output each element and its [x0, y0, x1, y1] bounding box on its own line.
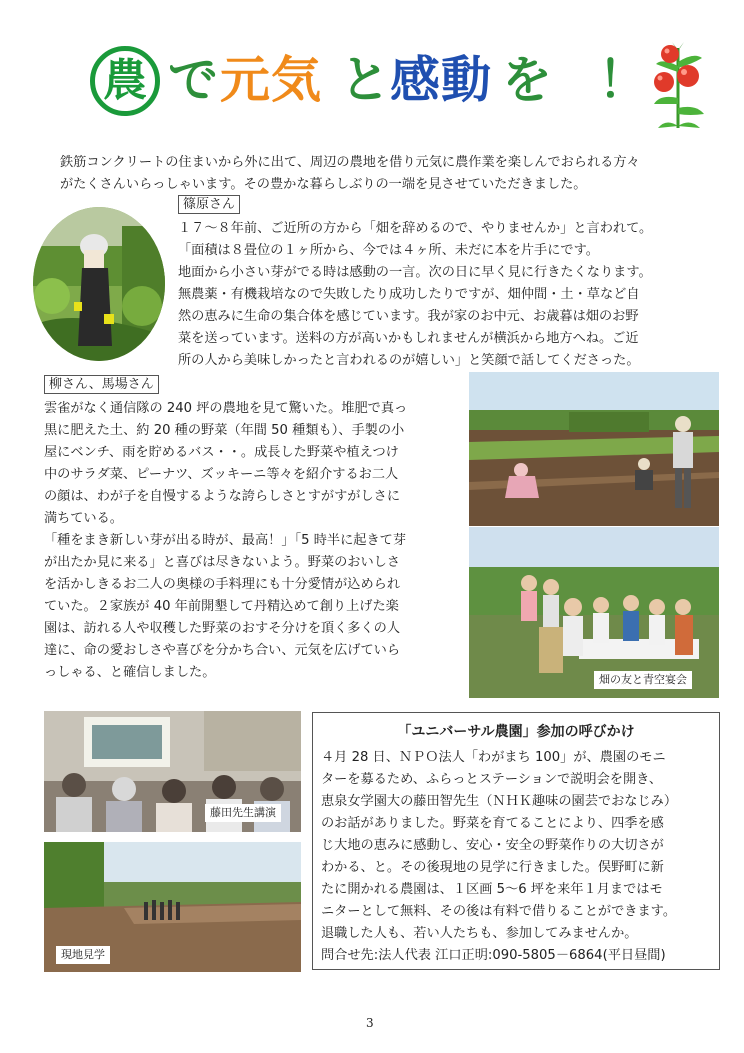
- notice-line: じ大地の恵みに感動し、安心・安全の野菜作りの大切さが: [321, 838, 664, 853]
- yanagi-line: ていた。２家族が 40 年前開墾して丹精込めて創り上げた楽: [44, 599, 399, 614]
- title-part-6: ！: [598, 51, 649, 109]
- notice-line: 恵泉女学園大の藤田智先生（ＮＨＫ趣味の園芸でおなじみ）: [321, 794, 678, 809]
- yanagi-line: 達に、命の愛おしさや喜びを分かち合い、元気を広げていら: [44, 643, 401, 658]
- title-part-1: で: [168, 51, 219, 109]
- notice-line: たに開かれる農園は、１区画 5～6 坪を来年１月まではモ: [321, 882, 663, 897]
- notice-body: [321, 747, 677, 967]
- notice-line: ニターとして無料、その後は有料で借りることができます。: [321, 904, 677, 919]
- field-work-photo: [469, 372, 719, 526]
- notice-contact-line: 問合せ先:法人代表 江口正明:090-5805－6864(平日昼間): [321, 948, 666, 963]
- shinohara-line: 無農薬・有機栽培なので失敗したり成功したりですが、畑仲間・土・草など自: [178, 287, 640, 302]
- intro-line: 鉄筋コンクリートの住まいから外に出て、周辺の農地を借り元気に農作業を楽しんでおられる方々: [60, 155, 640, 170]
- notice-line: のお話がありました。野菜を育てることにより、四季を感: [321, 816, 664, 831]
- yanagi-line: が出たか見に来る」と喜びは尽きないよう。野菜のおいしさ: [44, 555, 401, 570]
- yanagi-line: 雲雀がなく通信隊の 240 坪の農地を見て驚いた。堆肥で真っ: [44, 401, 408, 416]
- shinohara-line: 菜を送っています。送料の方が高いかもしれませんが横浜から地方へね。ご近: [178, 331, 639, 346]
- shinohara-line: 所の人から美味しかったと言われるのが嬉しい」と笑顔で話してくださった。: [178, 353, 640, 368]
- yanagi-line: 「種をまき新しい芽が出る時が、最高！」「5 時半に起きて芽: [44, 533, 407, 548]
- notice-title: 「ユニバーサル農園」参加の呼びかけ: [397, 724, 635, 740]
- yanagi-line: 中のサラダ菜、ピーナツ、ズッキーニ等々を紹介するお二人: [44, 467, 399, 482]
- notice-line: わかる、と。その後現地の見学に行きました。俣野町に新: [321, 860, 664, 875]
- intro-paragraph: [60, 152, 640, 196]
- yanagi-baba-name-label: 柳さん、馬場さん: [44, 375, 159, 394]
- universal-farm-notice-box: [312, 712, 720, 970]
- title-part-2: 元気: [220, 51, 322, 109]
- yanagi-line: 屋にベンチ、雨を貯めるバス・・。成長した野菜や植えつけ: [44, 445, 399, 460]
- shinohara-line: 「面積は８畳位の１ヶ所から、今では４ヶ所、未だに本を片手にです。: [178, 243, 599, 258]
- page-title: [90, 42, 650, 122]
- shinohara-line: １７～８年前、ご近所の方から「畑を辞めるので、やりませんか」と言われて。: [178, 221, 653, 236]
- site-visit-photo-caption: 現地見学: [56, 946, 110, 964]
- party-photo-caption: 畑の友と青空宴会: [594, 671, 692, 689]
- shinohara-photo: [32, 206, 166, 362]
- yanagi-line: 黒に肥えた土、約 20 種の野菜（年間 50 種類も）、手製の小: [44, 423, 405, 438]
- notice-line: 退職した人も、若い人たちも、参加してみませんか。: [321, 926, 638, 941]
- intro-line: がたくさんいらっしゃいます。その豊かな暮らしぶりの一端を見させていただきました。: [60, 177, 587, 192]
- notice-line: ４月 28 日、ＮＰＯ法人「わがまち 100」が、農園のモニ: [321, 750, 666, 765]
- yanagi-line: 満ちている。: [44, 511, 123, 526]
- tomato-plant-icon: [648, 38, 708, 132]
- shinohara-line: 然の恵みに生命の集合体を感じています。我が家のお中元、お歳暮は畑のお野: [178, 309, 639, 324]
- notice-line: ターを募るため、ふらっとステーションで説明会を開き、: [321, 772, 663, 787]
- page-number: 3: [366, 1016, 374, 1030]
- yanagi-line: を活かしきるお二人の奥様の手料理にも十分愛情が込められ: [44, 577, 401, 592]
- yanagi-line: の顔は、わが子を自慢するような誇らしさとすがすがしさに: [44, 489, 401, 504]
- shinohara-line: 地面から小さい芽がでる時は感動の一言。次の日に早く見に行きたくなります。: [178, 265, 652, 280]
- title-part-4: 感動: [390, 51, 492, 109]
- title-badge: 農: [90, 46, 160, 116]
- yanagi-baba-paragraph: [44, 398, 407, 684]
- lecture-photo-caption: 藤田先生講演: [205, 804, 281, 822]
- title-part-3: と: [340, 51, 391, 109]
- yanagi-line: っしゃる、と確信しました。: [44, 665, 216, 680]
- shinohara-paragraph: [178, 218, 652, 372]
- title-part-5: を: [502, 51, 553, 109]
- shinohara-name-label: 篠原さん: [178, 195, 240, 214]
- yanagi-line: 園は、訪れる人や収穫した野菜のおすそ分けを頂く多くの人: [44, 621, 401, 636]
